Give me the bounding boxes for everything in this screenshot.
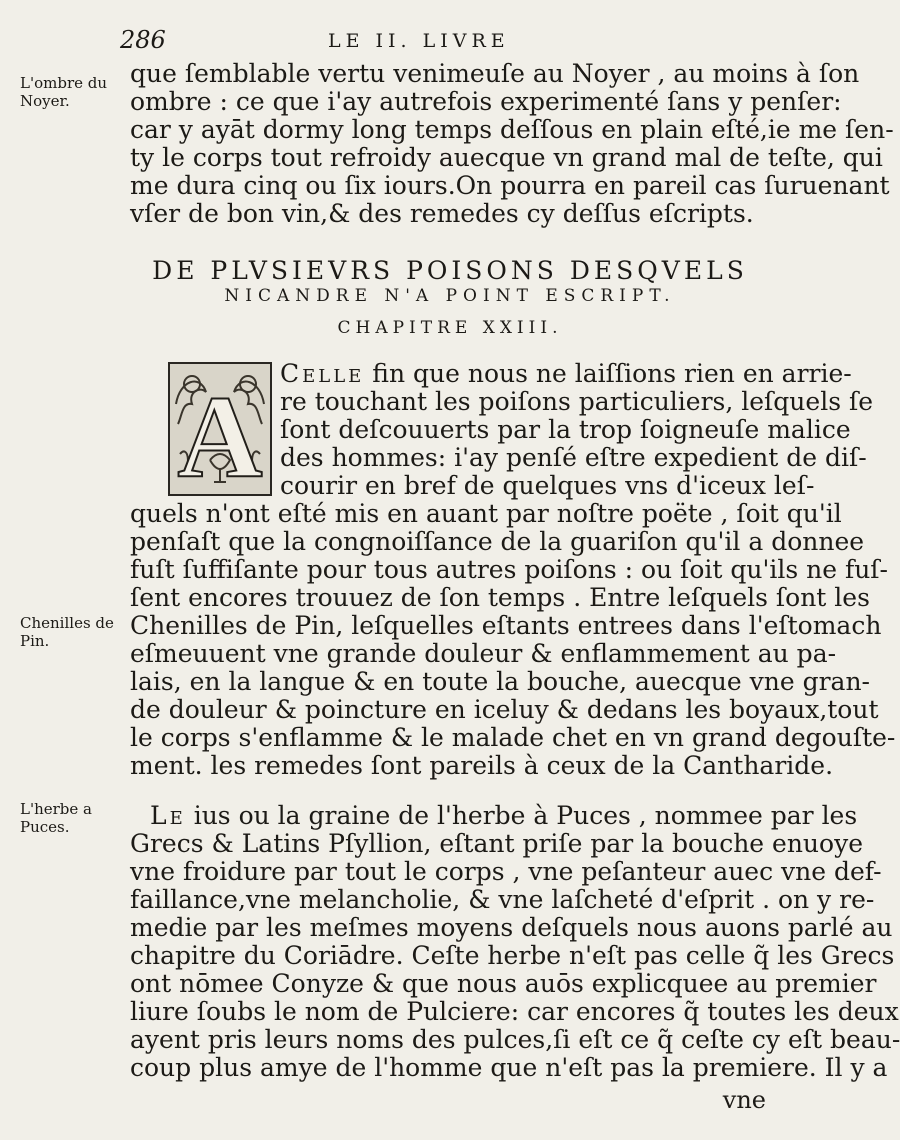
text-line: lais, en la langue & en toute la bouche, auecque vne gran- <box>130 667 871 696</box>
drop-cap-ornament-icon <box>170 364 270 502</box>
para2-line-rest: ius ou la graine de l'herbe à Puces , nommee par les <box>185 801 858 830</box>
lettrine-line-rest: fin que nous ne laiſſions rien en arrie- <box>364 359 852 388</box>
text-line: ombre : ce que i'ay autrefois experimenté ſans y penſer: <box>130 87 842 116</box>
para2-opening-word: Le <box>150 801 186 830</box>
text-line: quels n'ont eſté mis en auant par noſtre poëte , ſoit qu'il <box>130 499 842 528</box>
text-line: Grecs & Latins Pſyllion, eſtant priſe par la bouche enuoye <box>130 829 864 858</box>
lettrine-opening-word: Celle <box>280 359 365 388</box>
text-line: ſent encores trouuez de ſon temps . Entre leſquels ſont les <box>130 583 870 612</box>
text-line: vſer de bon vin,& des remedes cy deſſus eſcripts. <box>130 199 754 228</box>
text-line-para2 <box>150 802 857 830</box>
text-line: faillance,vne melancholie, & vne laſcheté d'eſprit . on y re- <box>130 885 875 914</box>
text-line: car y ayāt dormy long temps deſſous en plain eſté,ie me ſen- <box>130 115 894 144</box>
text-line: de douleur & poincture en iceluy & dedans les boyaux,tout <box>130 695 879 724</box>
text-line: que ſemblable vertu venimeuſe au Noyer , au moins à ſon <box>130 59 860 88</box>
text-line: ont nōmee Conyze & que nous auōs explicquee au premier <box>130 969 877 998</box>
text-line: ty le corps tout refroidy auecque vn grand mal de teſte, qui <box>130 143 883 172</box>
text-line: des hommes: i'ay penſé eſtre expedient de diſ- <box>280 443 867 472</box>
text-line: fuſt ſuffiſante pour tous autres poiſons : ou ſoit qu'ils ne fuſ- <box>130 555 888 584</box>
text-line-first <box>280 360 852 388</box>
text-line: medie par les meſmes moyens deſquels nous auons parlé au <box>130 913 893 942</box>
text-line: chapitre du Coriādre. Ceſte herbe n'eſt pas celle q̃ les Grecs <box>130 941 895 970</box>
text-line: courir en bref de quelques vns d'iceux leſ- <box>280 471 815 500</box>
running-title: LE II. LIVRE <box>328 30 510 52</box>
text-line: ſont deſcouuerts par la trop ſoigneuſe malice <box>280 415 851 444</box>
ornamental-drop-cap <box>168 362 272 502</box>
text-line: Chenilles de Pin, leſquelles eſtants entrees dans l'eſtomach <box>130 611 882 640</box>
text-line: liure ſoubs le nom de Pulciere: car encores q̃ toutes les deux <box>130 997 899 1026</box>
chapter-title: DE PLVSIEVRS POISONS DESQVELS <box>152 256 748 285</box>
text-line: vne froidure par tout le corps , vne peſanteur auec vne def- <box>130 857 882 886</box>
margin-note-chenilles: Chenilles de Pin. <box>20 614 114 650</box>
text-line: eſmeuuent vne grande douleur & enflammement au pa- <box>130 639 837 668</box>
text-line: penſaſt que la congnoiſſance de la guariſon qu'il a donnee <box>130 527 865 556</box>
catchword: vne <box>722 1086 766 1114</box>
text-line: me dura cinq ou ſix iours.On pourra en pareil cas ſuruenant <box>130 171 890 200</box>
text-line: ayent pris leurs noms des pulces,ſi eſt ce q̃ ceſte cy eſt beau- <box>130 1025 900 1054</box>
margin-note-noyer: L'ombre du Noyer. <box>20 74 108 110</box>
drop-cap-letter: A <box>177 371 263 502</box>
text-line: re touchant les poiſons particuliers, leſquels ſe <box>280 387 874 416</box>
margin-note-herbe-puces: L'herbe a Puces. <box>20 800 92 836</box>
running-head <box>0 26 800 56</box>
chapter-number: CHAPITRE XXIII. <box>337 318 563 338</box>
text-line: le corps s'enflamme & le malade chet en vn grand degouſte- <box>130 723 896 752</box>
chapter-subtitle: NICANDRE N'A POINT ESCRIPT. <box>224 286 676 306</box>
text-line: ment. les remedes ſont pareils à ceux de la Cantharide. <box>130 751 834 780</box>
text-line: coup plus amye de l'homme que n'eſt pas la premiere. Il y a <box>130 1053 888 1082</box>
page-number: 286 <box>120 26 166 54</box>
